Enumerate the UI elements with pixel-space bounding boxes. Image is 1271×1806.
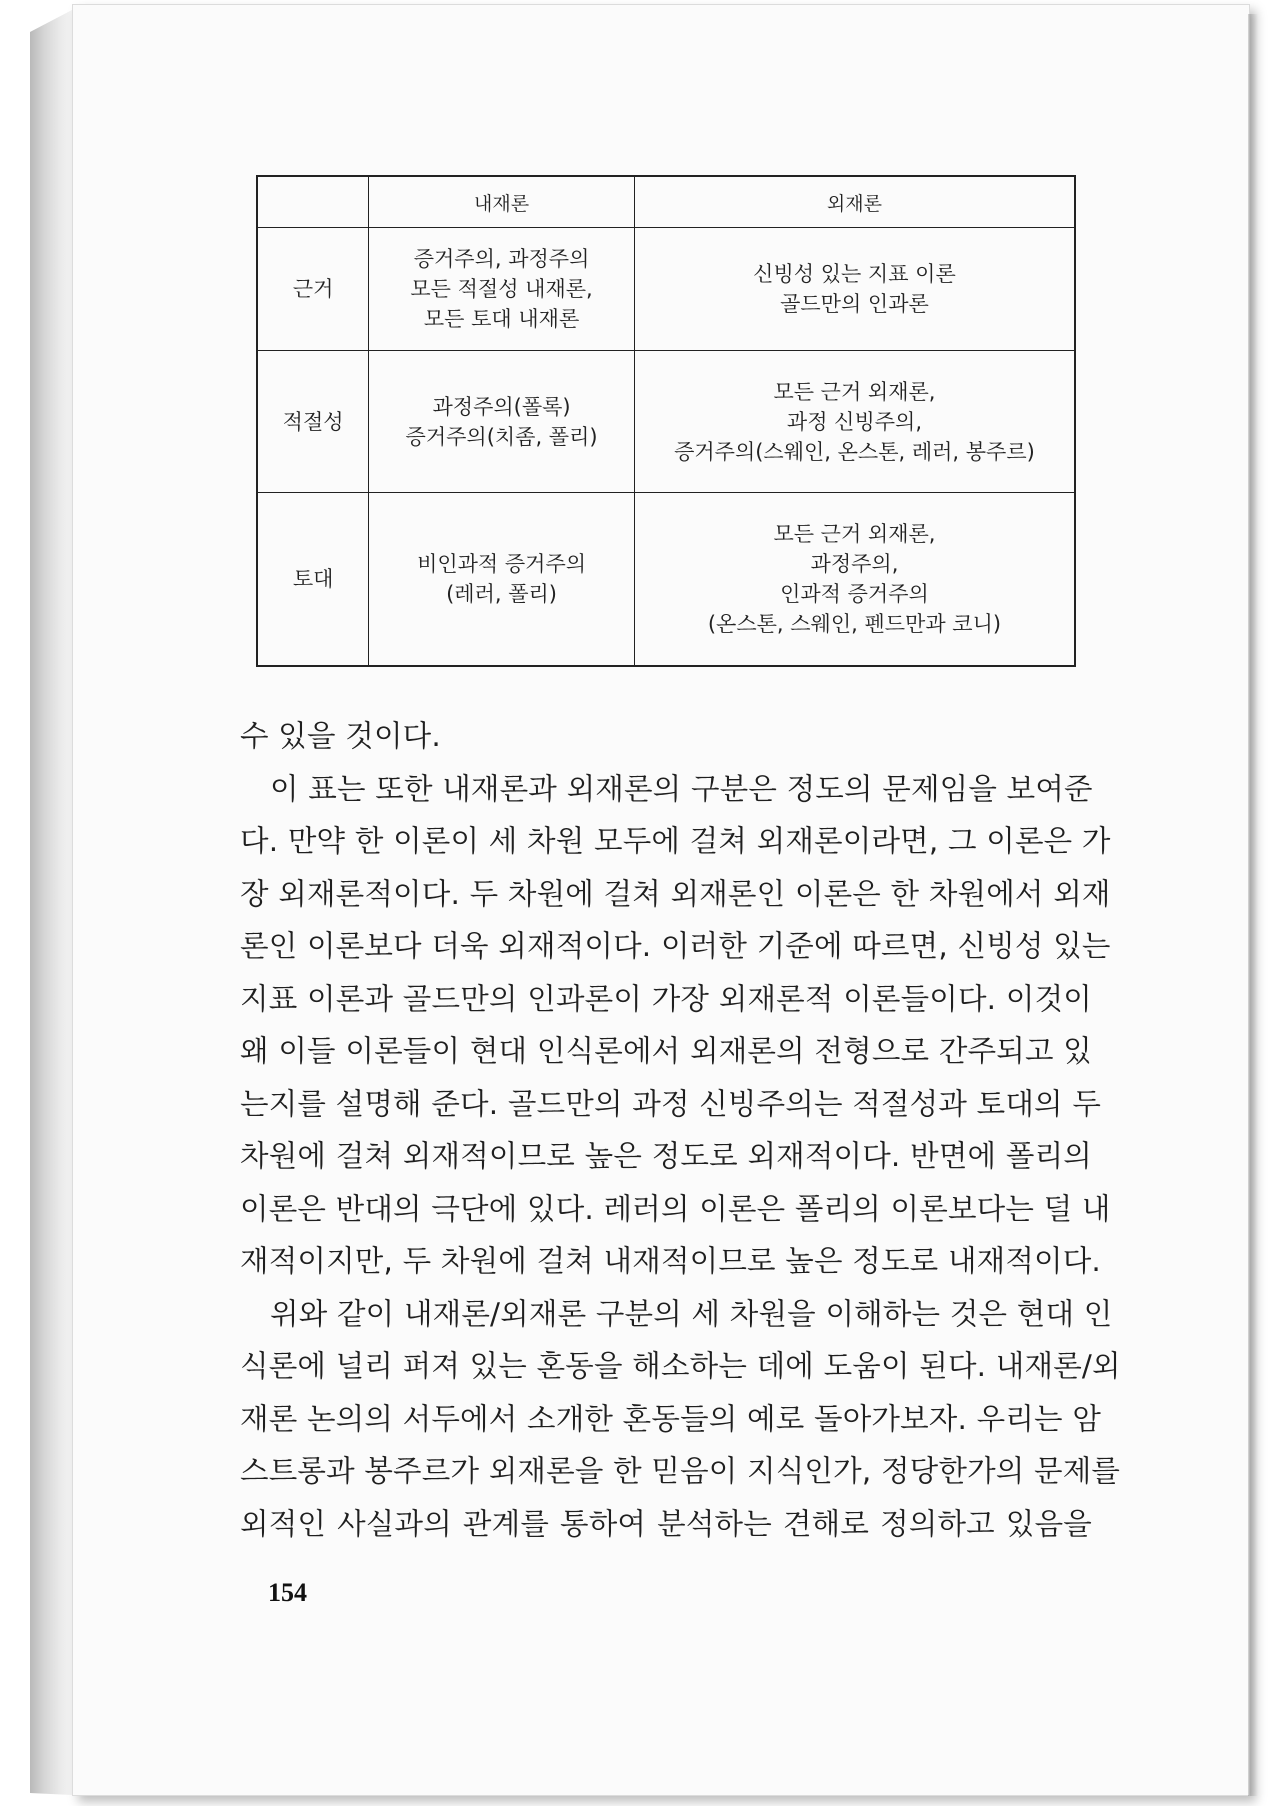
text-line: 식론에 널리 퍼져 있는 혼동을 해소하는 데에 도움이 된다. 내재론/외 [240,1349,1121,1383]
cell-line: 모든 근거 외재론, [773,379,936,404]
table-header-empty [257,176,369,228]
book-page-edge [30,10,72,1795]
table-header-externalism: 외재론 [634,176,1075,228]
cell-internal-basis [369,228,635,351]
cell-internal-adequacy [369,351,635,493]
cell-external-basis [634,228,1075,351]
internalism-externalism-table [256,175,1076,667]
row-label-foundation: 토대 [257,493,369,666]
page-shadow [1248,14,1258,1796]
text-line: 이 표는 또한 내재론과 외재론의 구분은 정도의 문제임을 보여준 [270,771,1093,806]
row-label-basis: 근거 [257,228,369,351]
comparison-table-container [256,175,1076,663]
table-header-row [257,176,1075,228]
cell-line: 과정주의, [810,551,899,576]
cell-line: 증거주의, 과정주의 [413,247,590,271]
cell-line: 비인과적 증거주의 [417,551,587,576]
table-row [257,351,1075,493]
text-line: 수 있을 것이다. [240,719,441,753]
cell-line: (레러, 폴리) [446,581,557,606]
text-line: 재적이지만, 두 차원에 걸쳐 내재적이므로 높은 정도로 내재적이다. [240,1244,1102,1278]
text-line: 장 외재론적이다. 두 차원에 걸쳐 외재론인 이론은 한 차원에서 외재 [240,876,1111,911]
cell-line: 모든 적절성 내재론, [410,277,593,301]
text-line: 외적인 사실과의 관계를 통하여 분석하는 견해로 정의하고 있음을 [240,1506,1092,1541]
cell-line: 과정 신빙주의, [786,409,922,434]
cell-line: 증거주의(치좀, 폴리) [405,424,598,449]
text-line: 차원에 걸쳐 외재적이므로 높은 정도로 외재적이다. 반면에 폴리의 [240,1139,1092,1173]
text-line: 재론 논의의 서두에서 소개한 혼동들의 예로 돌아가보자. 우리는 암 [240,1401,1102,1436]
cell-line: 모든 토대 내재론 [423,307,580,331]
body-paragraphs [240,710,1121,1550]
cell-line: 신빙성 있는 지표 이론 [753,262,956,286]
cell-external-foundation [634,493,1075,666]
text-line: 지표 이론과 골드만의 인과론이 가장 외재론적 이론들이다. 이것이 [240,981,1092,1016]
cell-external-adequacy [634,351,1075,493]
cell-internal-foundation [369,493,635,666]
text-line: 위와 같이 내재론/외재론 구분의 세 차원을 이해하는 것은 현대 인 [270,1296,1113,1331]
cell-line: 모든 근거 외재론, [773,521,936,546]
text-line: 론인 이론보다 더욱 외재적이다. 이러한 기준에 따르면, 신빙성 있는 [240,929,1111,963]
cell-line: 골드만의 인과론 [780,292,929,316]
cell-line: 인과적 증거주의 [780,581,929,606]
row-label-adequacy: 적절성 [257,351,369,493]
text-line: 다. 만약 한 이론이 세 차원 모두에 걸쳐 외재론이라면, 그 이론은 가 [240,824,1111,858]
cell-line: (온스톤, 스웨인, 펜드만과 코니) [707,611,1002,636]
text-line: 는지를 설명해 준다. 골드만의 과정 신빙주의는 적절성과 토대의 두 [240,1086,1102,1121]
table-header-internalism: 내재론 [369,176,635,228]
cell-line: 과정주의(폴록) [432,394,571,419]
page-number: 154 [268,1578,307,1607]
cell-line: 증거주의(스웨인, 온스톤, 레러, 봉주르) [674,439,1035,464]
text-line: 왜 이들 이론들이 현대 인식론에서 외재론의 전형으로 간주되고 있 [240,1034,1092,1068]
table-row [257,228,1075,351]
table-row [257,493,1075,666]
text-line: 스트롱과 봉주르가 외재론을 한 믿음이 지식인가, 정당한가의 문제를 [240,1454,1121,1488]
text-line: 이론은 반대의 극단에 있다. 레러의 이론은 폴리의 이론보다는 덜 내 [240,1191,1111,1226]
